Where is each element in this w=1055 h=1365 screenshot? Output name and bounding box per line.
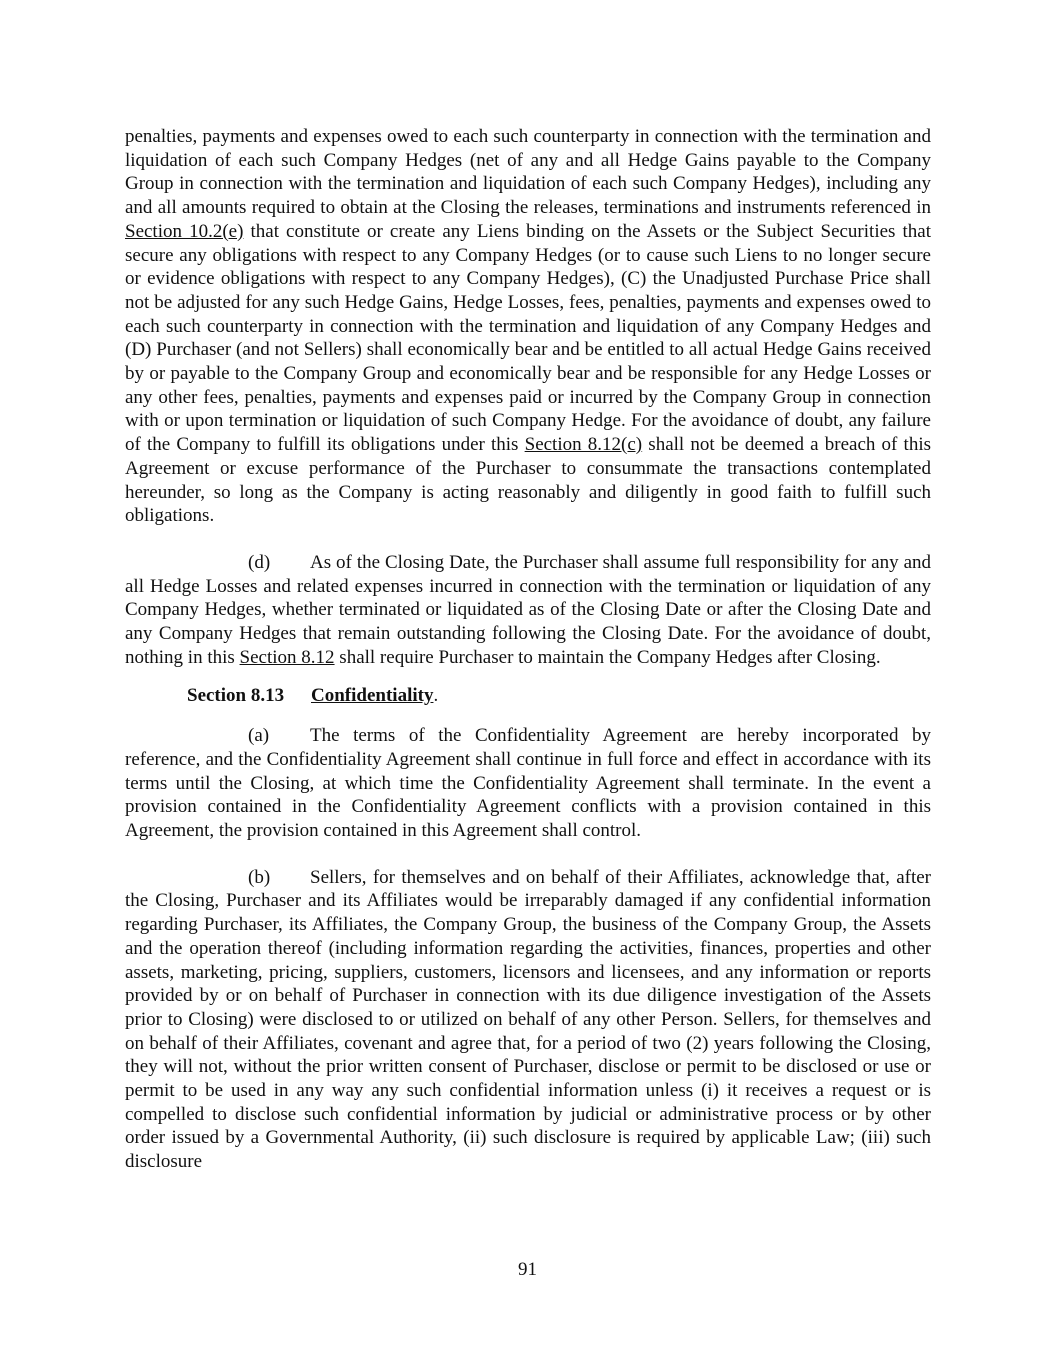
document-page — [125, 125, 931, 1174]
paragraph-text: that constitute or create any Liens binding on the Assets or the Subject Securities that secure any obligations with respect to any Company Hedges (or to cause such Liens to no longer secure or evidence obligations with respect to any Company Hedges), (C) the Unadjusted Purchase Price shall not be adjusted for any such Hedge Gains, Hedge Losses, fees, penalties, payments and expenses owed to each such counterparty in connection with the termination and liquidation of any Company Hedges and (D) Purchaser (and not Sellers) shall economically bear and be entitled to all actual Hedge Gains received by or payable to the Company Group and economically bear and be responsible for any Hedge Losses or any other fees, penalties, payments and expenses paid or incurred by the Company Group in connection with or upon termination or liquidation of such Company Hedge. For the avoidance of doubt, any failure of the Company to fulfill its obligations under this — [125, 220, 931, 456]
paragraph-label: (d) — [248, 551, 271, 573]
paragraph-d — [125, 551, 931, 670]
paragraph-text: The terms of the Confidentiality Agreement are hereby incorporated by reference, and the Confidentiality Agreement shall continue in full force and effect in accordance with its terms until the Closing, at which time the Confidentiality Agreement shall terminate. In the event a provision contained in the Confidentiality Agreement conflicts with a provision contained in this Agreement, the provision contained in this Agreement shall control. — [125, 725, 931, 841]
cross-reference-section-10-2-e: Section 10.2(e) — [125, 220, 244, 242]
section-number: Section 8.13 — [187, 685, 285, 707]
page-number: 91 — [518, 1259, 537, 1280]
cross-reference-section-8-12: Section 8.12 — [239, 646, 335, 668]
paragraph-c-continuation — [125, 125, 931, 528]
paragraph-text: Sellers, for themselves and on behalf of their Affiliates, acknowledge that, after the Closing, Purchaser and its Affiliates would be irreparably damaged if any confidential information regarding Purchaser, its Affiliates, the Company Group, the business of the Company Group, the Assets and the operation thereof (including information regarding the activities, finances, properties and other assets, marketing, pricing, suppliers, customers, licensors and licensees, and any information or reports provided by or on behalf of Purchaser in connection with its due diligence investigation of the Assets prior to Closing) were disclosed to or utilized on behalf of any other Person. Sellers, for themselves and on behalf of their Affiliates, covenant and agree that, for a period of two (2) years following the Closing, they will not, without the prior written consent of Purchaser, disclose or permit to be disclosed or use or permit to be used in any way any such confidential information unless (i) it receives a request or is compelled to disclose such confidential information by judicial or administrative process or by other order issued by a Governmental Authority, (ii) such disclosure is required by applicable Law; (iii) such disclosure — [125, 866, 931, 1173]
section-title-period: . — [433, 685, 439, 707]
paragraph-text: penalties, payments and expenses owed to each such counterparty in connection with the termination and liquidation of each such Company Hedges (net of any and all Hedge Gains payable to the Company Group in connection with the termination and liquidation of each such Company Hedges), including any and all amounts required to obtain at the Closing the releases, terminations and instruments referenced in — [125, 126, 931, 219]
paragraph-b — [125, 866, 931, 1174]
paragraph-text: As of the Closing Date, the Purchaser shall assume full responsibility for any and all Hedge Losses and related expenses incurred in connection with the termination or liquidation of any Company Hedges, whether terminated or liquidated as of the Closing Date or after the Closing Date and any Company Hedges that remain outstanding following the Closing Date. For the avoidance of doubt, nothing in this — [125, 551, 931, 668]
paragraph-label: (a) — [248, 725, 270, 747]
cross-reference-section-8-12-c: Section 8.12(c) — [524, 434, 643, 456]
section-heading — [187, 684, 931, 708]
paragraph-label: (b) — [248, 866, 271, 888]
paragraph-a — [125, 724, 931, 843]
section-title: Confidentiality — [311, 685, 434, 707]
paragraph-text: shall require Purchaser to maintain the Company Hedges after Closing. — [334, 646, 881, 668]
paragraph-text: shall not be deemed a breach of this Agreement or excuse performance of the Purchaser to consummate the transactions contemplated hereunder, so long as the Company is acting reasonably and diligently in good faith to fulfill such obligations. — [125, 434, 932, 527]
